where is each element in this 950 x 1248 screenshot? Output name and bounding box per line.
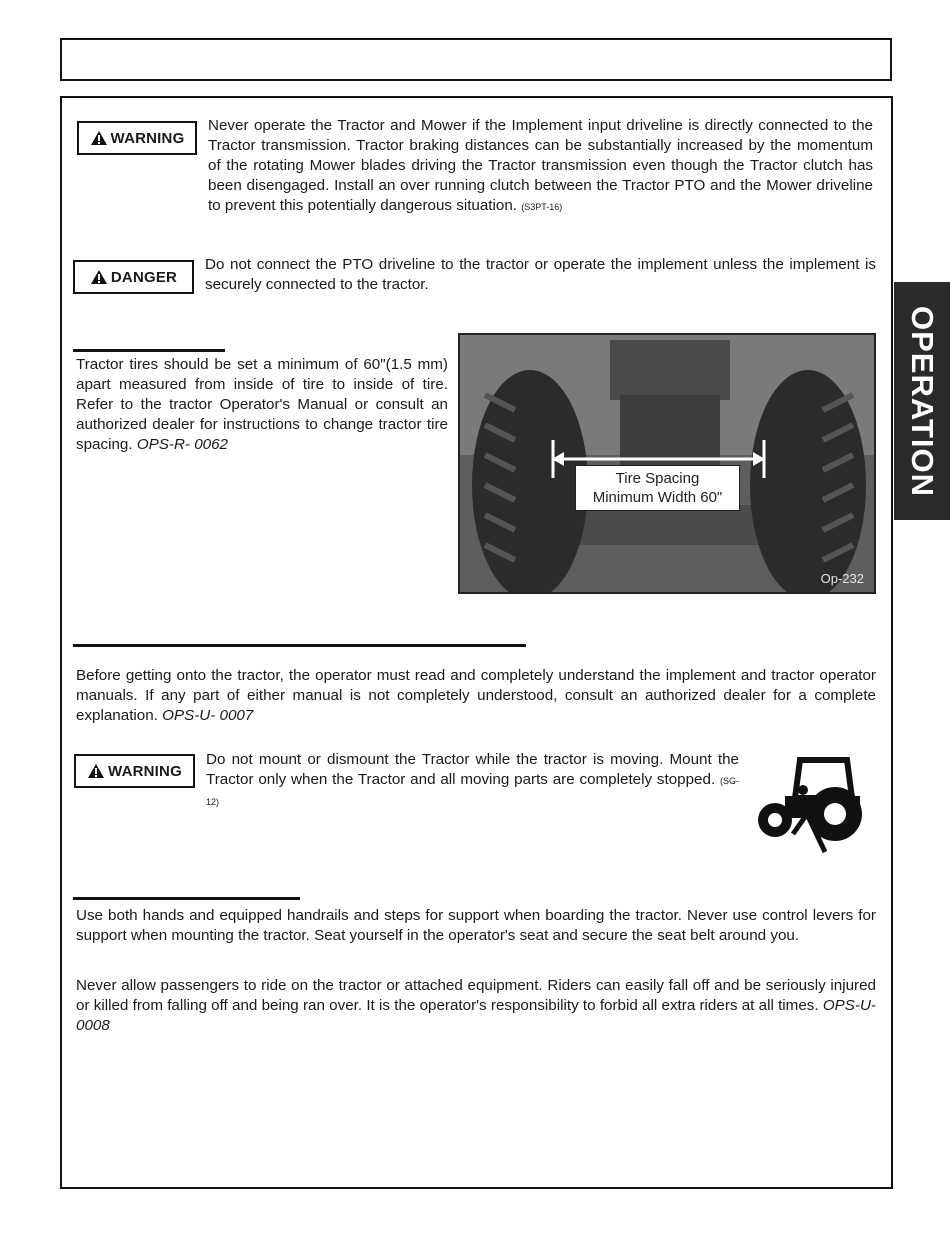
warning-badge <box>74 754 195 788</box>
mount-warning-text: Do not mount or dismount the Tractor while the tractor is moving. Mount the Tractor only when the Tractor and all moving parts are completely stopped. (SG-12) <box>206 751 739 807</box>
warning-triangle-icon <box>87 763 105 779</box>
section-rule <box>73 644 526 647</box>
boarding-text-1: Use both hands and equipped handrails and steps for support when boarding the tractor. Never use control levers for support when mounting the tractor. Seat yourself in the operator's seat and secure the seat belt around you. <box>76 907 876 944</box>
danger-badge-label: DANGER <box>110 268 178 286</box>
page-header-box <box>60 38 892 81</box>
danger-text: Do not connect the PTO driveline to the tractor or operate the implement unless the implement is securely connected to the tractor. <box>205 256 876 293</box>
tire-spacing-code: OPS-R- 0062 <box>136 436 228 453</box>
section-rule <box>73 349 225 352</box>
boarding-text-2: Never allow passengers to ride on the tractor or attached equipment. Riders can easily fall off and be seriously injured or killed from falling off and being ran over. It is the operator's responsibility to forbid all extra riders at all times. OPS-U- 0008 <box>76 977 876 1034</box>
section-tab <box>894 282 950 520</box>
warning-badge-label: WARNING <box>110 129 185 147</box>
danger-badge <box>73 260 194 294</box>
warning-badge-label: WARNING <box>108 762 182 780</box>
tire-spacing-text: Tractor tires should be set a minimum of 60"(1.5 mm) apart measured from inside of tire to inside of tire. Refer to the tractor Operator's Manual or consult an authorized dealer for instructions to change tractor tire spacing. OPS-R- 0062 <box>76 356 448 453</box>
tractor-tire-photo <box>458 333 876 594</box>
manual-text: Before getting onto the tractor, the operator must read and completely understand the implement and tractor operator manuals. If any part of either manual is not completely understood, consult an authorized dealer for a complete explanation. OPS-U- 0007 <box>76 667 876 724</box>
section-tab-label: OPERATION <box>905 305 940 497</box>
warning-triangle-icon <box>90 130 108 146</box>
warning-badge <box>77 121 197 155</box>
mount-warning-code: (SG-12) <box>206 776 739 807</box>
section-rule <box>73 897 300 900</box>
warning-code: (S3PT-16) <box>521 202 563 212</box>
boarding-code: OPS-U- 0008 <box>76 997 876 1034</box>
manual-code: OPS-U- 0007 <box>162 707 254 724</box>
tractor-runover-icon <box>755 752 870 857</box>
danger-triangle-icon <box>90 269 108 285</box>
tire-spacing-label: Tire Spacing Minimum Width 60" <box>575 465 740 511</box>
warning-text: Never operate the Tractor and Mower if the Implement input driveline is directly connected to the Tractor transmission. Tractor braking distances can be substantially increased by the momentum of the rotating Mower blades driving the Tractor transmission even though the Tractor clutch has been disengaged. Install an over running clutch between the Tractor PTO and the Mower driveline to prevent this potentially dangerous situation. (S3PT-16) <box>208 117 873 214</box>
photo-code: Op-232 <box>820 571 864 586</box>
